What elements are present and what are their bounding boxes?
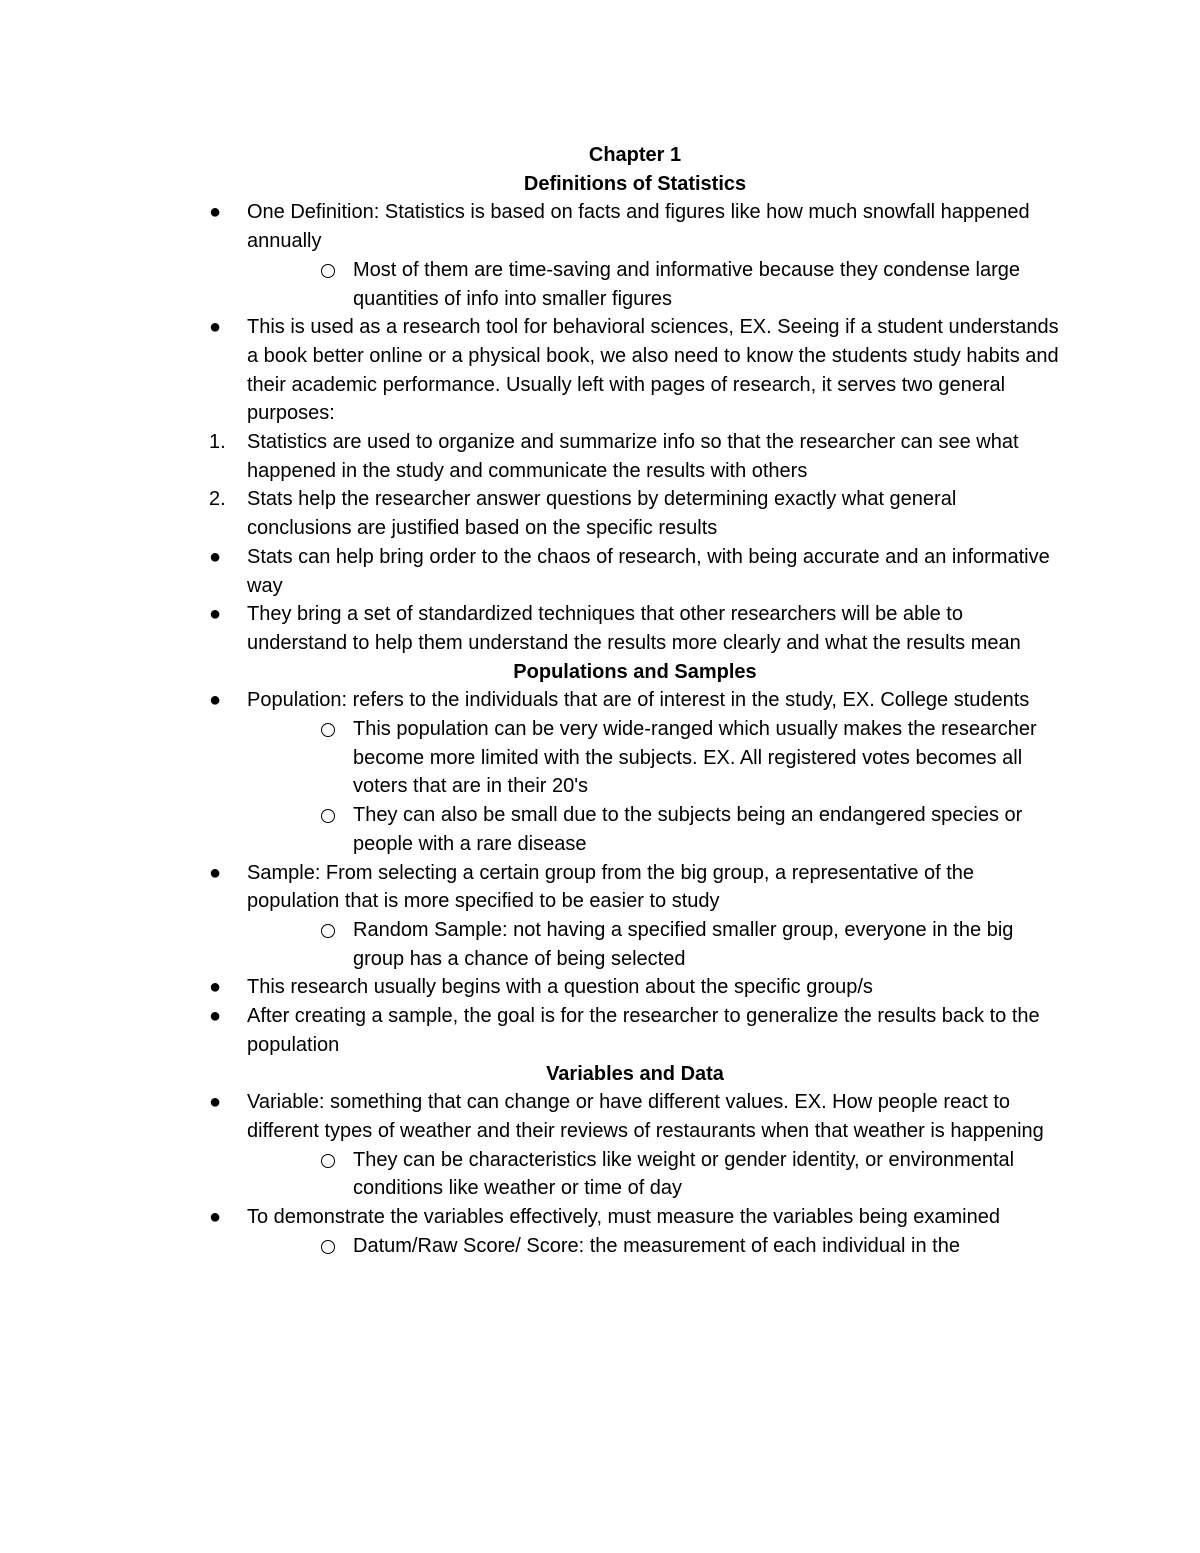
list-item [205, 1203, 1065, 1260]
list-item-text: This research usually begins with a question about the specific group/s [247, 976, 873, 999]
list-item [205, 428, 1065, 485]
bullet-icon: ● [209, 861, 222, 884]
list-item-text: Population: refers to the individuals that are of interest in the study, EX. College students [247, 689, 1030, 712]
sub-list-item [313, 1232, 1065, 1261]
sub-list-item-text: Most of them are time-saving and informative because they condense large quantities of info into smaller figures [353, 258, 1021, 310]
hollow-bullet-icon [321, 1240, 335, 1254]
sub-list-item [313, 801, 1065, 858]
hollow-bullet-icon [321, 723, 335, 737]
list-item [205, 543, 1065, 600]
sub-list-item-text: This population can be very wide-ranged which usually makes the researcher become more limited with the subjects. EX. All registered votes becomes all voters that are in their 20's [353, 718, 1037, 798]
list-item-text: After creating a sample, the goal is for the researcher to generalize the results back to the population [247, 1005, 1040, 1056]
hollow-bullet-icon [321, 809, 335, 823]
list-item-text: Variable: something that can change or have different values. EX. How people react to different types of weather and their reviews of restaurants when that weather is happening [247, 1091, 1044, 1142]
sub-list-item [313, 916, 1065, 973]
sub-list-item-text: Random Sample: not having a specified smaller group, everyone in the big group has a chance of being selected [353, 918, 1014, 970]
sub-list-item-text: They can also be small due to the subjects being an endangered species or people with a rare disease [353, 804, 1023, 855]
bullet-icon: ● [209, 1005, 222, 1028]
list-item-text: Sample: From selecting a certain group from the big group, a representative of the population that is more specified to be easier to study [247, 861, 975, 913]
section-list [205, 686, 1065, 1059]
list-item-text: This is used as a research tool for behavioral sciences, EX. Seeing if a student understands a book better online or a physical book, we also need to know the students study habits and their academic performance. Usually left with pages of research, it serves two general purposes: [247, 316, 1059, 425]
list-item [205, 1002, 1065, 1059]
page-title: Chapter 1 [588, 144, 682, 166]
hollow-bullet-icon [321, 264, 335, 278]
list-item-text: To demonstrate the variables effectively, must measure the variables being examined [247, 1206, 1000, 1229]
list-item [205, 859, 1065, 974]
list-item-text: They bring a set of standardized techniques that other researchers will be able to understand to help them understand the results more clearly and what the results mean [247, 603, 1021, 654]
section-heading: Definitions of Statistics [523, 172, 747, 195]
hollow-bullet-icon [321, 1154, 335, 1168]
sub-list-item-text: They can be characteristics like weight or gender identity, or environmental conditions like weather or time of day [353, 1148, 1015, 1200]
section-list [205, 1088, 1065, 1260]
sub-list-item-text: Datum/Raw Score/ Score: the measurement of each individual in the [353, 1234, 960, 1257]
hollow-bullet-icon [321, 924, 335, 938]
bullet-icon: ● [209, 976, 222, 999]
bullet-icon: ● [209, 603, 222, 626]
bullet-icon: ● [209, 1091, 222, 1114]
bullet-icon: ● [209, 689, 222, 712]
sub-list-item [313, 256, 1065, 313]
list-item [205, 686, 1065, 858]
sub-list-item [313, 715, 1065, 801]
bullet-icon: ● [209, 201, 222, 224]
list-item-text: Statistics are used to organize and summarize info so that the researcher can see what happened in the study and communicate the results with others [247, 431, 1019, 482]
section-list [205, 198, 1065, 657]
list-item [205, 600, 1065, 657]
bullet-icon: ● [209, 545, 222, 568]
sub-list-item [313, 1146, 1065, 1203]
list-item [205, 1088, 1065, 1203]
list-item-text: Stats can help bring order to the chaos of research, with being accurate and an informative way [247, 545, 1050, 597]
sections-container [205, 170, 1065, 1261]
section-heading: Populations and Samples [513, 660, 757, 683]
bullet-icon: ● [209, 1206, 222, 1229]
document-content [205, 141, 1065, 1260]
list-item [205, 313, 1065, 428]
list-item [205, 973, 1065, 1002]
bullet-icon: ● [209, 316, 222, 339]
list-number: 2. [209, 488, 226, 511]
list-item [205, 485, 1065, 542]
list-item-text: Stats help the researcher answer questions by determining exactly what general conclusions are justified based on the specific results [247, 488, 957, 540]
list-item [205, 198, 1065, 313]
section-heading: Variables and Data [546, 1062, 724, 1085]
list-number: 1. [209, 431, 226, 454]
list-item-text: One Definition: Statistics is based on facts and figures like how much snowfall happened annually [247, 201, 1030, 253]
